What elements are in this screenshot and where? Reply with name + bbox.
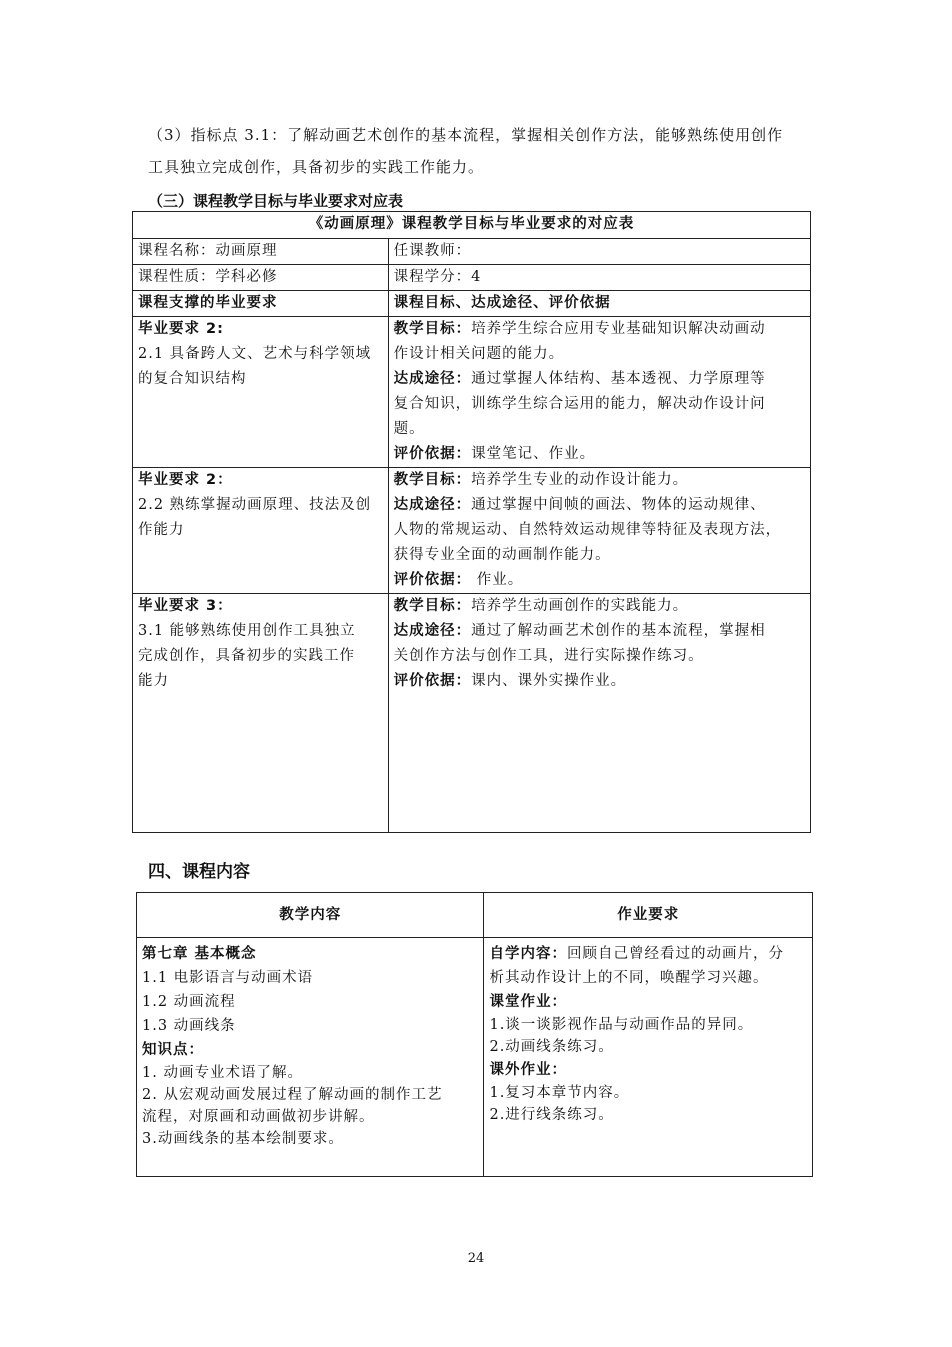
self-study-text: 回顾自己曾经看过的动画片，分 (566, 946, 784, 962)
path-label: 达成途径： (393, 371, 472, 387)
knowledge-line: 2. 从宏观动画发展过程了解动画的制作工艺 (142, 1087, 443, 1103)
outside-homework-item: 2.进行线条练习。 (489, 1107, 614, 1123)
col-header-goals: 课程目标、达成途径、评价依据 (388, 291, 810, 317)
content-item: 1.2 动画流程 (142, 994, 236, 1010)
class-homework-item: 1.谈一谈影视作品与动画作品的异同。 (489, 1017, 754, 1033)
path-text: 通过掌握中间帧的画法、物体的运动规律、 (471, 497, 766, 513)
self-study-label: 自学内容： (489, 946, 567, 962)
page-number: 24 (467, 1251, 485, 1266)
course-credit: 课程学分：4 (388, 265, 810, 291)
path-text: 通过了解动画艺术创作的基本流程，掌握相 (471, 623, 766, 639)
outside-homework-label: 课外作业： (489, 1062, 567, 1078)
content-table (136, 892, 813, 1177)
class-homework-item: 2.动画线条练习。 (489, 1039, 614, 1055)
goal-text: 培养学生专业的动作设计能力。 (471, 472, 689, 488)
knowledge-line: 流程，对原画和动画做初步讲解。 (142, 1109, 375, 1125)
req-line: 3.1 能够熟练使用创作工具独立 (138, 623, 356, 639)
req-title: 毕业要求 2: (138, 321, 224, 337)
goal-cell (388, 317, 810, 468)
content-cell (137, 938, 484, 1177)
class-homework-label: 课堂作业： (489, 994, 567, 1010)
mapping-table-caption: 《动画原理》课程教学目标与毕业要求的对应表 (133, 212, 811, 239)
goal-text: 培养学生综合应用专业基础知识解决动画动 (471, 321, 766, 337)
outside-homework-item: 1.复习本章节内容。 (489, 1085, 630, 1101)
intro-line-1: （3）指标点 3.1：了解动画艺术创作的基本流程，掌握相关创作方法，能够熟练使用创作 (148, 126, 784, 144)
course-name: 课程名称：动画原理 (133, 239, 389, 265)
path-text: 复合知识，训练学生综合运用的能力，解决动作设计问 (393, 396, 766, 412)
col-header-content: 教学内容 (137, 893, 484, 938)
self-study-text: 析其动作设计上的不同，唤醒学习兴趣。 (489, 970, 769, 986)
goal-cell (388, 468, 810, 594)
goal-label: 教学目标： (393, 598, 472, 614)
path-label: 达成途径： (393, 623, 472, 639)
eval-label: 评价依据： (393, 673, 472, 689)
path-text: 获得专业全面的动画制作能力。 (393, 547, 611, 563)
path-text: 通过掌握人体结构、基本透视、力学原理等 (471, 371, 766, 387)
mapping-table (132, 211, 811, 833)
req-line: 作能力 (138, 522, 185, 538)
table-row (133, 317, 811, 468)
knowledge-label: 知识点： (142, 1042, 204, 1058)
req-line: 能力 (138, 673, 169, 689)
path-text: 关创作方法与创作工具，进行实际操作练习。 (393, 648, 704, 664)
table-row (133, 468, 811, 594)
col-header-homework: 作业要求 (484, 893, 813, 938)
path-text: 题。 (393, 421, 425, 437)
col-header-requirement: 课程支撑的毕业要求 (133, 291, 389, 317)
eval-text: 课堂笔记、作业。 (471, 446, 596, 462)
requirement-cell (133, 468, 389, 594)
eval-label: 评价依据： (393, 446, 472, 462)
homework-cell (484, 938, 813, 1177)
goal-text: 作设计相关问题的能力。 (393, 346, 565, 362)
table-row (133, 594, 811, 833)
eval-label: 评价依据： (393, 572, 472, 588)
req-title: 毕业要求 3： (138, 598, 233, 614)
eval-text: 作业。 (471, 572, 524, 588)
knowledge-line: 1. 动画专业术语了解。 (142, 1065, 303, 1081)
chapter-title: 第七章 基本概念 (142, 946, 257, 962)
section3-heading: （三）课程教学目标与毕业要求对应表 (148, 192, 404, 210)
table-row (137, 938, 813, 1177)
req-line: 2.1 具备跨人文、艺术与科学领域 (138, 346, 372, 362)
content-item: 1.1 电影语言与动画术语 (142, 970, 314, 986)
req-line: 完成创作，具备初步的实践工作 (138, 648, 355, 664)
req-line: 的复合知识结构 (138, 371, 247, 387)
goal-cell (388, 594, 810, 833)
req-line: 2.2 熟练掌握动画原理、技法及创 (138, 497, 372, 513)
knowledge-line: 3.动画线条的基本绘制要求。 (142, 1131, 344, 1147)
teacher: 任课教师： (388, 239, 810, 265)
intro-line-2: 工具独立完成创作，具备初步的实践工作能力。 (148, 158, 485, 176)
course-nature: 课程性质：学科必修 (133, 265, 389, 291)
goal-label: 教学目标： (393, 472, 472, 488)
eval-text: 课内、课外实操作业。 (471, 673, 627, 689)
req-title: 毕业要求 2： (138, 472, 233, 488)
requirement-cell (133, 317, 389, 468)
content-item: 1.3 动画线条 (142, 1018, 236, 1034)
path-text: 人物的常规运动、自然特效运动规律等特征及表现方法， (393, 522, 782, 538)
path-label: 达成途径： (393, 497, 472, 513)
section4-heading: 四、课程内容 (148, 862, 250, 882)
goal-text: 培养学生动画创作的实践能力。 (471, 598, 689, 614)
requirement-cell (133, 594, 389, 833)
goal-label: 教学目标： (393, 321, 472, 337)
